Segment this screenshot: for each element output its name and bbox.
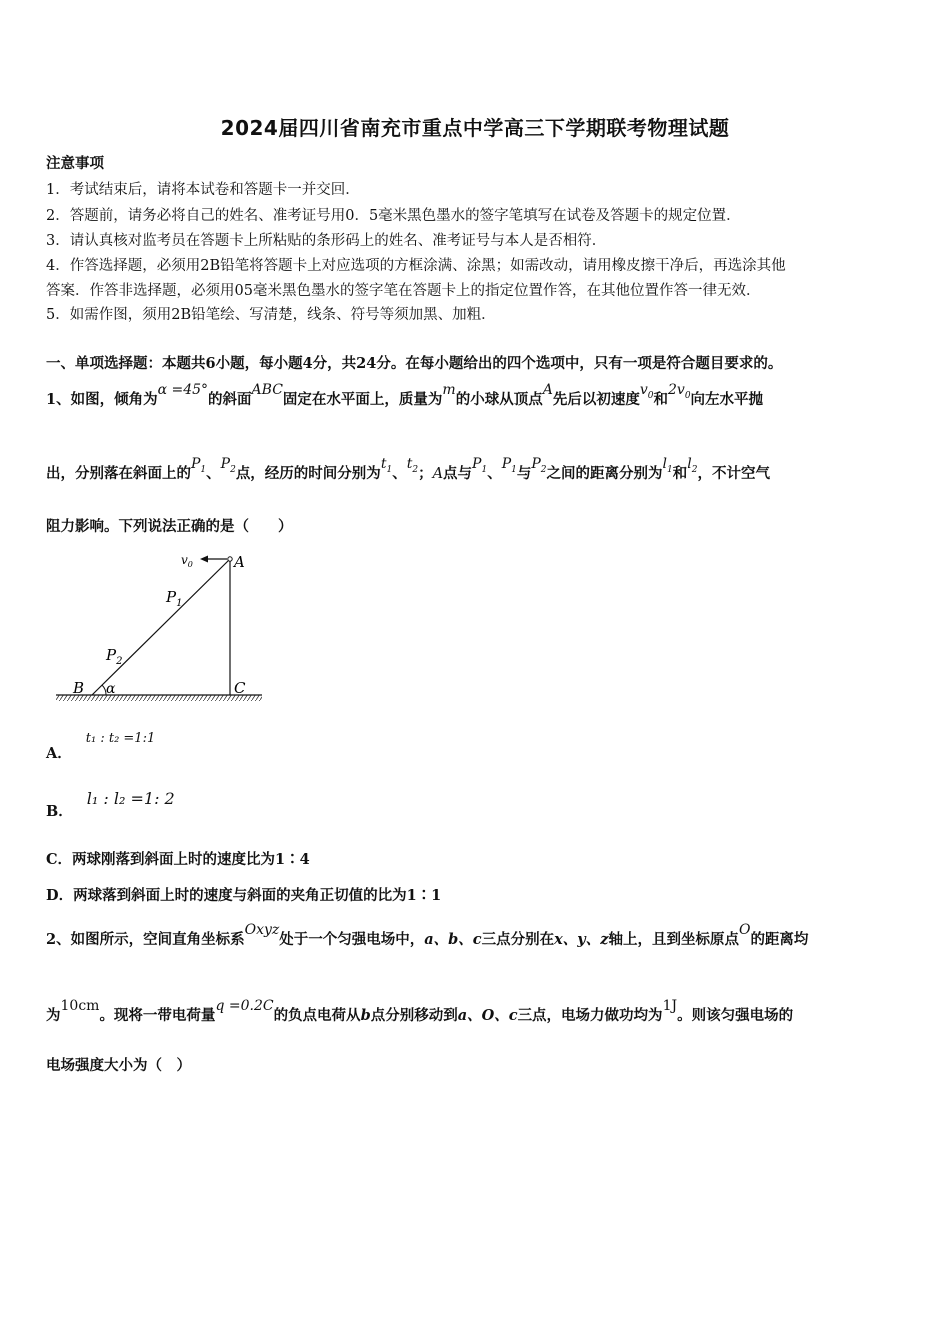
section-heading: 一、单项选择题：本题共6小题，每小题4分，共24分。在每小题给出的四个选项中，只有一项是符合题目要求的。 <box>46 355 783 372</box>
page-title: 2024届四川省南充市重点中学高三下学期联考物理试题 <box>220 116 730 140</box>
q1-vertex: A <box>432 466 444 482</box>
question-2-line-3: 电场强度大小为（ ） <box>46 1057 191 1074</box>
q2-text: 的距离均 <box>750 931 809 948</box>
notice-item: 2．答题前，请务必将自己的姓名、准考证号用0．5毫米黑色墨水的签字笔填写在试卷及答题卡的规定位置． <box>46 208 741 224</box>
q1-p1: $P_1$ <box>501 456 517 475</box>
question-1-line-3: 阻力影响。下列说法正确的是（ ） <box>46 518 293 535</box>
label-alpha: α <box>106 681 116 697</box>
q1-t1: $t_1$ <box>380 456 393 475</box>
q2-distance: 10cm <box>60 998 100 1014</box>
question-1-line-2: 出，分别落在斜面上的$P_1$、$P_2$点，经历的时间分别为$t_1$、$t_2$；A点与$P_1$、$P_1$与$P_2$之间的距离分别为$l_1$和$l_2$，不计空气 <box>46 456 770 482</box>
option-a-math: t₁ : t₂ =1:1 <box>85 731 156 746</box>
q1-text: 的小球从顶点 <box>455 391 543 408</box>
q1-vertex: A <box>542 382 553 398</box>
incline-line <box>92 559 230 695</box>
q1-text: ，不计空气 <box>697 465 770 482</box>
q2-text: 处于一个匀强电场中， <box>279 931 425 948</box>
q1-angle: α =45° <box>157 382 209 398</box>
q1-t2: $t_2$ <box>406 456 419 475</box>
q2-text: 为 <box>46 1007 61 1024</box>
q2-text: 三点分别在 <box>481 931 555 948</box>
q1-text: 先后以初速度 <box>552 391 640 408</box>
q1-v0: $v_0$ <box>639 382 654 401</box>
q1-text: 固定在水平面上，质量为 <box>282 391 443 408</box>
q2-axes: x、y、z <box>554 931 609 948</box>
q1-text: 的斜面 <box>208 391 252 408</box>
q2-text: 点分别移动到 <box>370 1007 458 1024</box>
q1-l2: $l_2$ <box>687 456 698 475</box>
notice-item: 答案．作答非选择题，必须用05毫米黑色墨水的签字笔在答题卡上的指定位置作答，在其他位置作答一律无效． <box>46 283 761 299</box>
q2-text: 三点，电场力做功均为 <box>517 1007 663 1024</box>
question-1-line-1 <box>46 382 906 411</box>
incline-figure <box>56 550 266 706</box>
q2-point-b: b <box>360 1007 371 1024</box>
label-P1: $P_1$ <box>166 588 183 609</box>
q1-incline-label: ABC <box>251 382 283 398</box>
label-v0: $v_0$ <box>181 553 193 569</box>
q1-l1: $l_1$ <box>662 456 673 475</box>
velocity-arrowhead <box>200 556 208 563</box>
q1-text: 向左水平抛 <box>690 391 764 408</box>
option-b-math: l₁ : l₂ =1: 2 <box>86 789 175 808</box>
q2-text: 。则该匀强电场的 <box>677 1007 794 1024</box>
q2-points: a、b、c <box>424 931 482 948</box>
ground-hatch <box>56 695 262 701</box>
q2-text: 2、如图所示，空间直角坐标系 <box>46 931 245 948</box>
notice-item: 3．请认真核对监考员在答题卡上所粘贴的条形码上的姓名、准考证号与本人是否相符． <box>46 233 607 249</box>
q1-p2: $P_2$ <box>531 456 547 475</box>
q2-text: 。现将一带电荷量 <box>99 1007 216 1024</box>
q1-p1: $P_1$ <box>472 456 488 475</box>
question-2-line-1 <box>46 922 906 949</box>
q1-p2: $P_2$ <box>220 456 236 475</box>
notice-item: 1．考试结束后，请将本试卷和答题卡一并交回． <box>46 182 360 198</box>
q1-text: 点与 <box>443 465 473 482</box>
q1-p1: $P_1$ <box>191 456 207 475</box>
q1-text: 之间的距离分别为 <box>546 465 663 482</box>
option-b[interactable]: B．l₁ : l₂ =1: 2 <box>46 789 175 820</box>
q2-text: 轴上，且到坐标原点 <box>608 931 739 948</box>
q2-coord-system: Oxyz <box>244 922 280 938</box>
q1-text: 1、如图，倾角为 <box>46 391 158 408</box>
q2-charge: q =0.2C <box>215 998 274 1014</box>
option-a[interactable]: A．t₁ : t₂ =1:1 <box>46 731 156 762</box>
q1-text: 点，经历的时间分别为 <box>235 465 381 482</box>
notice-item: 5．如需作图，须用2B铅笔绘、写清楚，线条、符号等须加黑、加粗． <box>46 307 496 323</box>
notice-heading: 注意事项 <box>46 155 104 172</box>
option-d[interactable]: D．两球落到斜面上时的速度与斜面的夹角正切值的比为1∶1 <box>46 887 442 904</box>
label-B: B <box>73 679 85 697</box>
q2-work: 1J <box>662 998 678 1014</box>
option-c[interactable]: C．两球刚落到斜面上时的速度比为1∶4 <box>46 851 310 868</box>
label-P2: $P_2$ <box>106 646 123 667</box>
q1-2v0: $2v_0$ <box>667 382 691 401</box>
q2-targets: a、O、c <box>457 1007 518 1024</box>
q1-mass: m <box>442 382 456 398</box>
label-C: C <box>234 679 246 697</box>
q2-origin: O <box>738 922 751 938</box>
ball <box>228 557 232 561</box>
q1-text: 出，分别落在斜面上的 <box>46 465 191 482</box>
notice-item: 4．作答选择题，必须用2B铅笔将答题卡上对应选项的方框涂满、涂黑；如需改动，请用橡皮擦干净后，再选涂其他 <box>46 258 786 274</box>
label-A: A <box>234 553 245 571</box>
q2-text: 的负点电荷从 <box>273 1007 361 1024</box>
question-2-line-2 <box>46 998 906 1025</box>
q1-text: 和 <box>653 391 668 408</box>
